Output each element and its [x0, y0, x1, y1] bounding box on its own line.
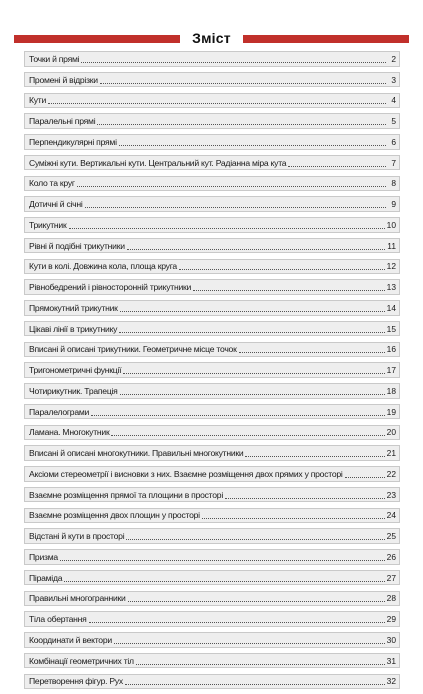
toc-title: Координати й вектори: [29, 634, 112, 645]
toc-title: Аксіоми стереометрії і висновки з них. Взаємне розміщення двох прямих у просторі: [29, 468, 343, 479]
dot-leader: [202, 517, 385, 519]
toc-row[interactable]: [24, 321, 400, 337]
toc-title: Взаємне розміщення двох площин у просторі: [29, 510, 200, 521]
toc-row[interactable]: [24, 217, 400, 233]
toc-row[interactable]: [24, 508, 400, 524]
toc-title: Піраміда: [29, 572, 63, 583]
toc-page-number: 18: [386, 385, 396, 396]
dot-leader: [245, 455, 384, 457]
toc-title: Перпендикулярні прямі: [29, 136, 117, 147]
dot-leader: [288, 165, 386, 167]
dot-leader: [111, 434, 384, 436]
toc-page-number: 9: [391, 199, 396, 210]
toc-row[interactable]: [24, 362, 400, 378]
toc-page-number: 14: [386, 302, 396, 313]
dot-leader: [123, 372, 384, 374]
toc-title: Трикутник: [29, 219, 67, 230]
toc-page-number: 4: [391, 95, 396, 106]
toc-row[interactable]: [24, 425, 400, 441]
dot-leader: [119, 331, 384, 333]
toc-title: Точки й прямі: [29, 53, 80, 64]
dot-leader: [179, 268, 385, 270]
toc-page-number: 25: [386, 531, 396, 542]
toc-page-number: 19: [386, 406, 396, 417]
toc-page-number: 12: [386, 261, 396, 272]
toc-row[interactable]: [24, 176, 400, 192]
toc-row[interactable]: [24, 445, 400, 461]
toc-title: Цікаві лінії в трикутнику: [29, 323, 118, 334]
toc-page-number: 6: [391, 136, 396, 147]
toc-title: Взаємне розміщення прямої та площини в просторі: [29, 489, 223, 500]
toc-title: Перетворення фігур. Рух: [29, 676, 123, 687]
toc-title: Чотирикутник. Трапеція: [29, 385, 118, 396]
toc-page-number: 28: [386, 593, 396, 604]
toc-title: Призма: [29, 551, 58, 562]
toc-page-number: 2: [391, 53, 396, 64]
dot-leader: [119, 144, 386, 146]
toc-row[interactable]: [24, 591, 400, 607]
dot-leader: [100, 82, 386, 84]
toc-title: Суміжні кути. Вертикальні кути. Центральний кут. Радіанна міра кута: [29, 157, 287, 168]
toc-title: Рівні й подібні трикутники: [29, 240, 125, 251]
toc-page-number: 22: [386, 468, 396, 479]
dot-leader: [120, 393, 385, 395]
toc-title: Коло та круг: [29, 178, 75, 189]
dot-leader: [239, 351, 385, 353]
toc-row[interactable]: [24, 383, 400, 399]
dot-leader: [64, 580, 384, 582]
toc-page-number: 3: [391, 74, 396, 85]
toc-row[interactable]: [24, 155, 400, 171]
dot-leader: [91, 414, 385, 416]
toc-page-number: 10: [386, 219, 396, 230]
toc-row[interactable]: [24, 632, 400, 648]
toc-row[interactable]: [24, 72, 400, 88]
dot-leader: [81, 61, 386, 63]
toc-page-number: 13: [386, 282, 396, 293]
toc-page-number: 15: [386, 323, 396, 334]
toc-title: Правильні многогранники: [29, 593, 126, 604]
toc-page-number: 23: [386, 489, 396, 500]
toc-page-number: 7: [391, 157, 396, 168]
toc-row[interactable]: [24, 674, 400, 690]
toc-row[interactable]: [24, 238, 400, 254]
toc-page-number: 11: [387, 240, 396, 251]
toc-row[interactable]: [24, 134, 400, 150]
toc-title: Вписані й описані трикутники. Геометричне місце точок: [29, 344, 237, 355]
toc-title: Рівнобедрений і рівносторонній трикутники: [29, 282, 192, 293]
toc-title: Тіла обертання: [29, 614, 87, 625]
toc-row[interactable]: [24, 342, 400, 358]
toc-row[interactable]: [24, 570, 400, 586]
dot-leader: [89, 621, 385, 623]
dot-leader: [345, 476, 385, 478]
toc-row[interactable]: [24, 404, 400, 420]
toc-row[interactable]: [24, 466, 400, 482]
dot-leader: [60, 559, 385, 561]
toc-title: Паралельні прямі: [29, 116, 96, 127]
dot-leader: [225, 497, 385, 499]
toc-page-number: 21: [386, 448, 396, 459]
toc-row[interactable]: [24, 653, 400, 669]
table-of-contents: [24, 51, 400, 694]
toc-page-number: 29: [386, 614, 396, 625]
header: [0, 28, 423, 48]
toc-title: Прямокутний трикутник: [29, 302, 118, 313]
dot-leader: [193, 289, 385, 291]
toc-page-number: 5: [391, 116, 396, 127]
toc-page-number: 8: [391, 178, 396, 189]
toc-title: Кути в колі. Довжина кола, площа круга: [29, 261, 177, 272]
toc-page-number: 16: [386, 344, 396, 355]
toc-page-number: 31: [386, 655, 396, 666]
dot-leader: [114, 642, 385, 644]
dot-leader: [126, 538, 384, 540]
toc-row[interactable]: [24, 51, 400, 67]
toc-row[interactable]: [24, 196, 400, 212]
toc-row[interactable]: [24, 259, 400, 275]
dot-leader: [77, 185, 386, 187]
toc-row[interactable]: [24, 528, 400, 544]
dot-leader: [120, 310, 385, 312]
toc-title: Ламана. Многокутник: [29, 427, 110, 438]
toc-page-number: 26: [386, 551, 396, 562]
page-title: Зміст: [180, 28, 243, 48]
toc-row[interactable]: [24, 300, 400, 316]
toc-title: Вписані й описані многокутники. Правильні многокутники: [29, 448, 244, 459]
toc-row[interactable]: [24, 487, 400, 503]
dot-leader: [69, 227, 385, 229]
toc-page-number: 30: [386, 634, 396, 645]
toc-row[interactable]: [24, 113, 400, 129]
toc-page-number: 32: [386, 676, 396, 687]
toc-row[interactable]: [24, 549, 400, 565]
toc-title: Промені й відрізки: [29, 74, 98, 85]
toc-title: Комбінації геометричних тіл: [29, 655, 134, 666]
toc-page-number: 17: [386, 365, 396, 376]
dot-leader: [128, 600, 385, 602]
dot-leader: [125, 683, 385, 685]
dot-leader: [136, 663, 385, 665]
toc-row[interactable]: [24, 93, 400, 109]
toc-title: Кути: [29, 95, 47, 106]
toc-title: Дотичні й січні: [29, 199, 83, 210]
dot-leader: [97, 123, 386, 125]
toc-title: Паралелограми: [29, 406, 90, 417]
dot-leader: [48, 102, 386, 104]
dot-leader: [127, 248, 386, 250]
toc-row[interactable]: [24, 279, 400, 295]
toc-row[interactable]: [24, 611, 400, 627]
toc-page-number: 20: [386, 427, 396, 438]
toc-page-number: 27: [386, 572, 396, 583]
dot-leader: [85, 206, 386, 208]
toc-title: Відстані й кути в просторі: [29, 531, 125, 542]
toc-page-number: 24: [386, 510, 396, 521]
toc-title: Тригонометричні функції: [29, 365, 122, 376]
